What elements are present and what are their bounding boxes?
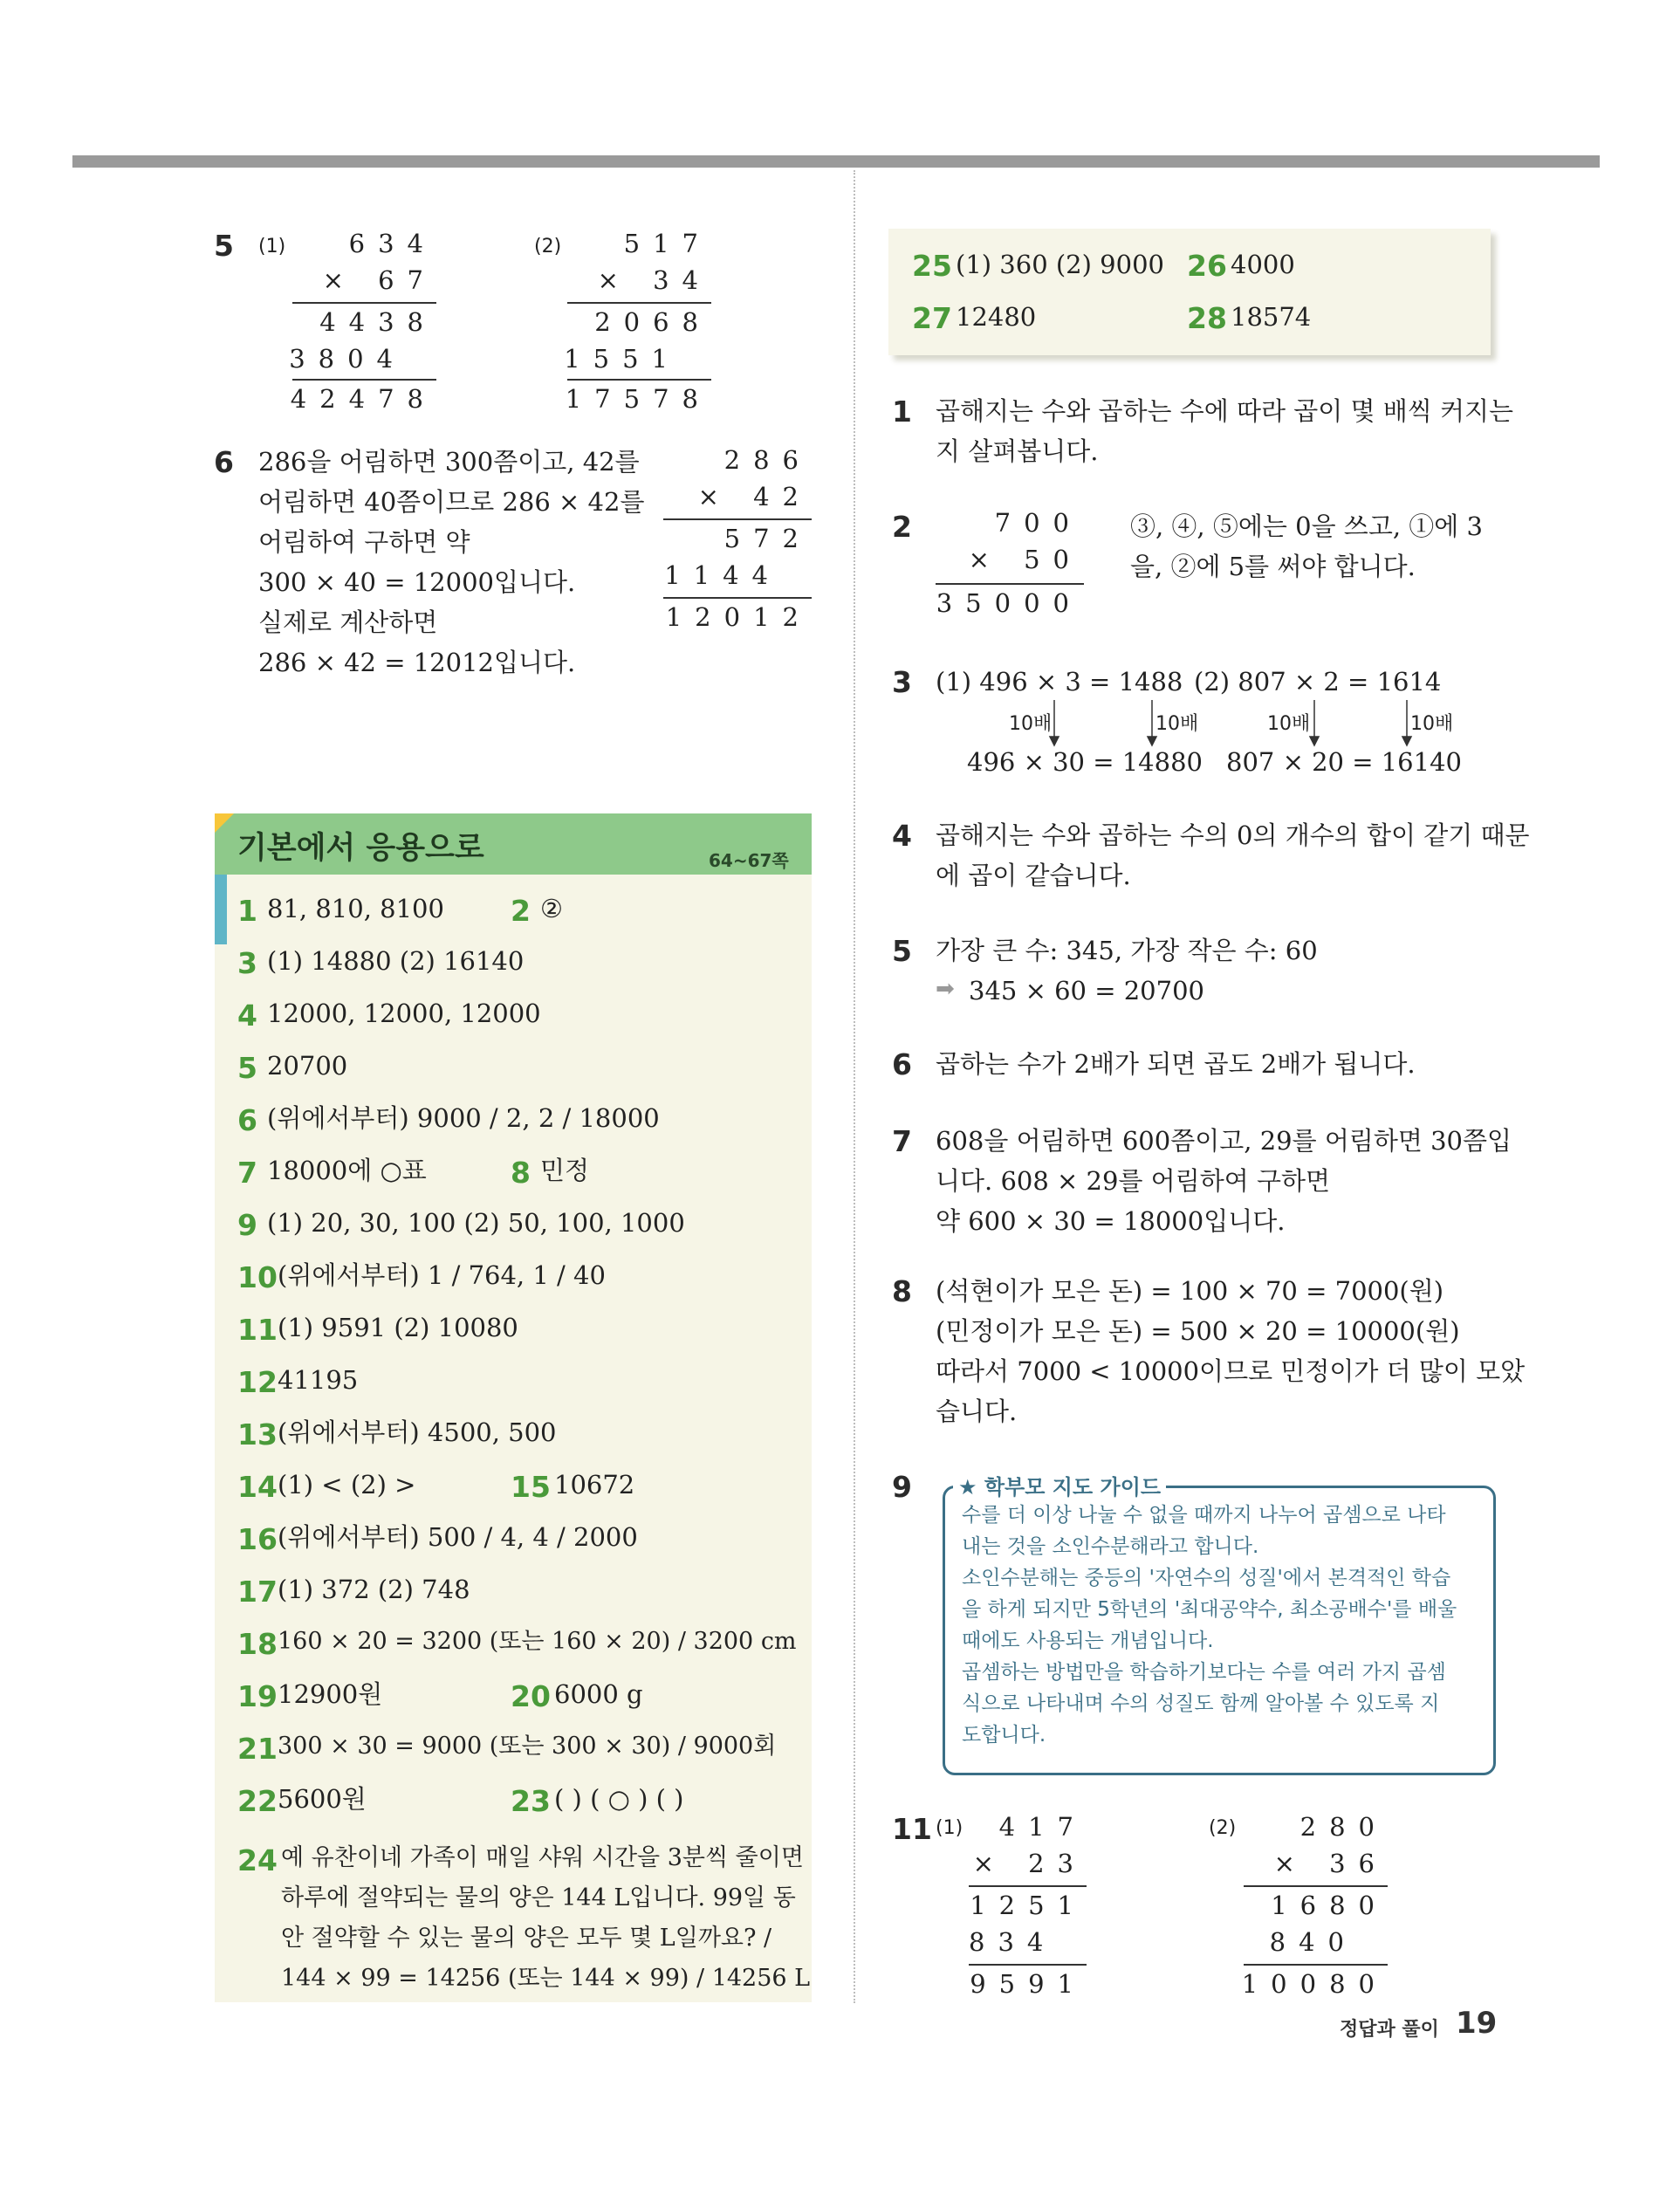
answer-num: 17	[237, 1575, 278, 1609]
r-q2-line: 을, ②에 5를 써야 합니다.	[1130, 552, 1416, 581]
r-q6-number: 6	[892, 1047, 912, 1081]
guide-line: 곱셈하는 방법만을 학습하기보다는 수를 여러 가지 곱셈	[962, 1661, 1446, 1684]
r-q4-number: 4	[892, 819, 912, 853]
guide-title: 학부모 지도 가이드	[984, 1475, 1162, 1500]
q5-p1-line2	[292, 379, 436, 381]
section-pages: 64~67쪽	[709, 850, 789, 871]
q6-line: 286을 어림하면 300쯤이고, 42를	[258, 447, 640, 477]
r-q7-number: 7	[892, 1124, 912, 1158]
q6-calc-r5: 12012	[665, 602, 812, 632]
page-number: 19	[1456, 2006, 1498, 2041]
answer-num: 12	[237, 1365, 278, 1399]
box-num: 26	[1187, 249, 1227, 283]
answer-text: 144 × 99 = 14256 (또는 144 × 99) / 14256 L	[281, 1965, 811, 1992]
guide-line: 때에도 사용되는 개념입니다.	[962, 1630, 1214, 1652]
r-q3-bot2: 807 × 20 = 16140	[1226, 747, 1462, 777]
answer-num: 20	[511, 1679, 551, 1713]
r-q2-line	[936, 583, 1084, 585]
answer-text: (1) 372 (2) 748	[278, 1575, 470, 1604]
answer-text: 12000, 12000, 12000	[267, 999, 541, 1028]
answer-num: 6	[237, 1103, 257, 1137]
box-num: 27	[912, 301, 952, 335]
r-q11-p1-line2	[969, 1964, 1087, 1966]
r-q5-line: 가장 큰 수: 345, 가장 작은 수: 60	[936, 936, 1318, 965]
guide-title-wrap	[953, 1470, 1166, 1500]
q5-p2-r5: 17578	[565, 384, 711, 414]
box-text: 18574	[1231, 302, 1312, 332]
r-q5-line: 345 × 60 = 20700	[969, 976, 1204, 1005]
r-q3-top2: (2) 807 × 2 = 1614	[1194, 667, 1442, 697]
answer-num: 10	[237, 1260, 278, 1294]
answer-num: 3	[237, 946, 257, 980]
r-q7-line: 니다. 608 × 29를 어림하여 구하면	[936, 1166, 1331, 1196]
guide-line: 식으로 나타내며 수의 성질도 함께 알아볼 수 있도록 지	[962, 1692, 1440, 1715]
answer-num: 2	[511, 894, 531, 928]
r-q11-p2-label: (2)	[1209, 1817, 1237, 1839]
q5-p2-line1	[567, 302, 711, 304]
r-q3-tag: 10배	[1267, 713, 1311, 735]
r-q11-p1-r1: 417	[998, 1812, 1087, 1842]
r-q3-tag: 10배	[1155, 713, 1199, 735]
r-q8-number: 8	[892, 1274, 912, 1308]
answer-num: 11	[237, 1313, 278, 1347]
answer-num: 13	[237, 1417, 278, 1452]
q5-p1-r1: 634	[348, 229, 436, 258]
side-accent	[215, 875, 227, 944]
box-text: (1) 360 (2) 9000	[956, 250, 1164, 279]
r-q2-r1: 700	[994, 508, 1082, 538]
answer-text: 160 × 20 = 3200 (또는 160 × 20) / 3200 cm	[278, 1628, 797, 1655]
r-q2-number: 2	[892, 510, 912, 544]
r-q4-line: 에 곱이 같습니다.	[936, 861, 1131, 890]
answer-num: 19	[237, 1679, 278, 1713]
answer-text: 41195	[278, 1365, 359, 1395]
answer-num: 23	[511, 1784, 551, 1818]
footer-label: 정답과 풀이	[1340, 2019, 1439, 2041]
answer-text: (위에서부터) 4500, 500	[278, 1417, 557, 1447]
r-q8-line: 따라서 7000 < 10000이므로 민정이가 더 많이 모았	[936, 1356, 1526, 1386]
guide-line: 내는 것을 소인수분해라고 합니다.	[962, 1535, 1259, 1558]
r-q9-number: 9	[892, 1470, 912, 1504]
answer-text: 12900원	[278, 1679, 383, 1709]
answer-text: (위에서부터) 500 / 4, 4 / 2000	[278, 1522, 638, 1552]
top-rule	[72, 155, 1600, 168]
q5-p1-r4: 3804	[289, 344, 406, 374]
answer-text: (1) 14880 (2) 16140	[267, 946, 525, 976]
r-q11-number: 11	[892, 1812, 932, 1846]
answer-num: 1	[237, 894, 257, 928]
q6-calc-r1: 286	[723, 445, 812, 475]
section-title: 기본에서 응용으로	[237, 831, 484, 866]
q5-p2-r3: 2068	[594, 307, 711, 337]
answer-num: 21	[237, 1732, 278, 1766]
q6-calc-line2	[663, 597, 812, 599]
guide-line: 도합니다.	[962, 1724, 1046, 1747]
r-q7-line: 608을 어림하면 600쯤이고, 29를 어림하면 30쯤입	[936, 1126, 1512, 1156]
r-q11-p1-label: (1)	[936, 1817, 963, 1839]
r-q6-line: 곱하는 수가 2배가 되면 곱도 2배가 됩니다.	[936, 1049, 1416, 1079]
q5-p1-r5: 42478	[290, 384, 436, 414]
r-q11-p2-line2	[1244, 1964, 1388, 1966]
answer-text: 81, 810, 8100	[267, 894, 444, 923]
q5-part2-label: (2)	[534, 236, 562, 257]
r-q7-line: 약 600 × 30 = 18000입니다.	[936, 1206, 1286, 1236]
r-q4-line: 곱해지는 수와 곱하는 수의 0의 개수의 합이 같기 때문	[936, 820, 1530, 850]
r-q2-line: ③, ④, ⑤에는 0을 쓰고, ①에 3	[1130, 511, 1483, 541]
answer-text: 20700	[267, 1051, 348, 1081]
answer-num: 4	[237, 999, 257, 1033]
q6-calc-r3: 572	[723, 524, 812, 553]
r-q11-p2-r2: × 36	[1273, 1849, 1388, 1878]
r-q3-number: 3	[892, 665, 912, 699]
r-q2-r2: × 50	[968, 545, 1082, 574]
box-num: 28	[1187, 301, 1227, 335]
r-q11-p2-r3: 1680	[1271, 1891, 1388, 1920]
q6-line: 실제로 계산하면	[258, 607, 438, 637]
q6-line: 어림하면 40쯤이므로 286 × 42를	[258, 487, 645, 517]
r-q1-line: 지 살펴봅니다.	[936, 436, 1099, 466]
section-box	[215, 813, 812, 2002]
answer-text: 하루에 절약되는 물의 양은 144 L입니다. 99일 동	[281, 1884, 796, 1911]
r-q3-top1: (1) 496 × 3 = 1488	[936, 667, 1183, 697]
r-q11-p1-r3: 1251	[970, 1891, 1087, 1920]
answer-text: 10672	[554, 1470, 635, 1500]
answer-text: 6000 g	[554, 1679, 643, 1709]
r-q1-line: 곱해지는 수와 곱하는 수에 따라 곱이 몇 배씩 커지는	[936, 396, 1514, 426]
r-q11-p2-line1	[1244, 1885, 1388, 1887]
q6-line: 어림하여 구하면 약	[258, 527, 470, 557]
box-text: 12480	[956, 302, 1037, 332]
q6-line: 286 × 42 = 12012입니다.	[258, 648, 576, 677]
r-q11-p2-r4: 840	[1269, 1927, 1357, 1957]
column-divider	[854, 170, 855, 2003]
answer-text: (1) 9591 (2) 10080	[278, 1313, 518, 1342]
answer-text: 18000에 ○표	[267, 1156, 427, 1185]
r-q11-p2-r5: 10080	[1241, 1969, 1388, 1999]
answer-num: 8	[511, 1156, 531, 1190]
answer-text: (위에서부터) 1 / 764, 1 / 40	[278, 1260, 606, 1290]
r-q1-number: 1	[892, 395, 912, 429]
answer-text: (1) 20, 30, 100 (2) 50, 100, 1000	[267, 1208, 685, 1238]
answer-num: 24	[237, 1843, 278, 1877]
q5-p1-r3: 4438	[319, 307, 436, 337]
answer-num: 7	[237, 1156, 257, 1190]
answer-num: 5	[237, 1051, 257, 1085]
answer-num: 14	[237, 1470, 278, 1504]
answer-text: 예 유찬이네 가족이 매일 샤워 시간을 3분씩 줄이면	[281, 1844, 804, 1871]
arrow-icon: ➡	[936, 976, 955, 1002]
r-q5-number: 5	[892, 934, 912, 968]
q6-calc-r4: 1144	[664, 560, 781, 590]
guide-line: 을 하게 되지만 5학년의 '최대공약수, 최소공배수'를 배울	[962, 1598, 1457, 1621]
answer-text: ②	[540, 894, 563, 923]
q5-p1-line1	[292, 302, 436, 304]
r-q11-p1-line1	[969, 1885, 1087, 1887]
answer-text: 안 절약할 수 있는 물의 양은 모두 몇 L일까요? /	[281, 1925, 772, 1952]
q6-calc-line1	[663, 518, 812, 520]
r-q11-p2-r1: 280	[1299, 1812, 1388, 1842]
q5-p2-r2: × 34	[597, 265, 711, 295]
answer-num: 9	[237, 1208, 257, 1242]
answer-num: 22	[237, 1784, 278, 1818]
q6-number: 6	[214, 445, 234, 479]
r-q11-p1-r4: 834	[969, 1927, 1057, 1957]
box-text: 4000	[1231, 250, 1295, 279]
r-q3-bot1: 496 × 30 = 14880	[967, 747, 1203, 777]
r-q2-r3: 35000	[936, 588, 1082, 618]
answer-text: (위에서부터) 9000 / 2, 2 / 18000	[267, 1103, 660, 1133]
q5-p2-line2	[567, 379, 711, 381]
q5-number: 5	[214, 229, 234, 263]
guide-line: 소인수분해는 중등의 '자연수의 성질'에서 본격적인 학습	[962, 1567, 1451, 1589]
answer-text: 300 × 30 = 9000 (또는 300 × 30) / 9000회	[278, 1733, 777, 1760]
q5-part1-label: (1)	[258, 236, 286, 257]
corner-accent	[215, 813, 234, 833]
answer-text: ( ) ( ○ ) ( )	[554, 1784, 684, 1814]
answer-text: 5600원	[278, 1784, 367, 1814]
q6-line: 300 × 40 = 12000입니다.	[258, 567, 576, 597]
r-q3-tag: 10배	[1009, 713, 1053, 735]
r-q11-p1-r5: 9591	[970, 1969, 1087, 1999]
guide-line: 수를 더 이상 나눌 수 없을 때까지 나누어 곱셈으로 나타	[962, 1504, 1446, 1527]
answer-text: (1) < (2) >	[278, 1470, 416, 1500]
q5-p2-r4: 1551	[564, 344, 681, 374]
q5-p2-r1: 517	[623, 229, 711, 258]
answer-num: 16	[237, 1522, 278, 1556]
r-q11-p1-r2: × 23	[972, 1849, 1087, 1878]
star-icon: ★	[958, 1475, 977, 1500]
r-q8-line: (민정이가 모은 돈) = 500 × 20 = 10000(원)	[936, 1316, 1460, 1346]
q5-p1-r2: × 67	[322, 265, 436, 295]
r-q8-line: (석현이가 모은 돈) = 100 × 70 = 7000(원)	[936, 1276, 1444, 1306]
answer-num: 18	[237, 1627, 278, 1661]
answer-text: 민정	[540, 1156, 590, 1185]
q6-calc-r2: × 42	[697, 482, 812, 511]
box-num: 25	[912, 249, 952, 283]
answer-num: 15	[511, 1470, 551, 1504]
r-q8-line: 습니다.	[936, 1397, 1018, 1426]
r-q3-tag: 10배	[1410, 713, 1454, 735]
